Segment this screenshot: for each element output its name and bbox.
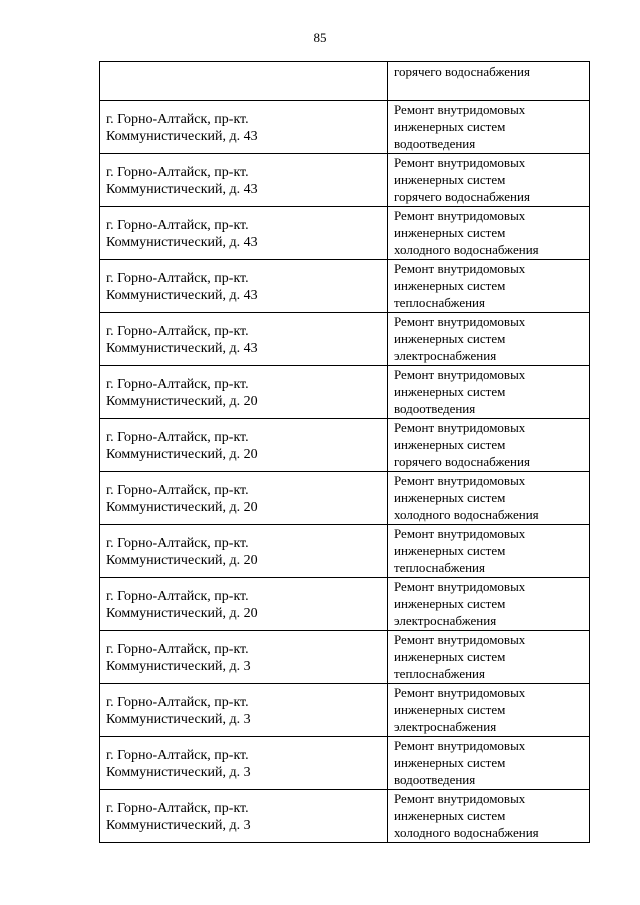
address-cell (100, 260, 388, 313)
work-text: Ремонт внутридомовых инженерных систем горячего водоснабжения (394, 155, 530, 204)
table-row (100, 737, 590, 790)
address-cell (100, 631, 388, 684)
address-text: г. Горно-Алтайск, пр-кт. Коммунистический, д. 3 (106, 801, 251, 833)
work-text: Ремонт внутридомовых инженерных систем водоотведения (394, 102, 526, 151)
address-text: г. Горно-Алтайск, пр-кт. Коммунистический, д. 43 (106, 218, 258, 250)
table-row (100, 684, 590, 737)
table-row (100, 525, 590, 578)
work-cell (388, 525, 590, 578)
address-cell (100, 313, 388, 366)
address-text: г. Горно-Алтайск, пр-кт. Коммунистический, д. 20 (106, 430, 258, 462)
work-cell (388, 790, 590, 843)
address-text (100, 62, 387, 72)
address-text: г. Горно-Алтайск, пр-кт. Коммунистический, д. 20 (106, 536, 258, 568)
address-cell (100, 790, 388, 843)
address-cell (100, 525, 388, 578)
table-row (100, 790, 590, 843)
work-cell (388, 366, 590, 419)
work-text: Ремонт внутридомовых инженерных систем электроснабжения (394, 579, 526, 628)
address-text: г. Горно-Алтайск, пр-кт. Коммунистический, д. 3 (106, 695, 251, 727)
work-cell (388, 578, 590, 631)
table-row (100, 154, 590, 207)
table-row (100, 419, 590, 472)
address-cell (100, 578, 388, 631)
address-text: г. Горно-Алтайск, пр-кт. Коммунистический, д. 43 (106, 165, 258, 197)
table-row (100, 313, 590, 366)
work-cell (388, 313, 590, 366)
address-cell (100, 366, 388, 419)
address-cell (100, 419, 388, 472)
work-text: Ремонт внутридомовых инженерных систем горячего водоснабжения (394, 420, 530, 469)
work-cell (388, 62, 590, 101)
work-cell (388, 472, 590, 525)
table-row (100, 260, 590, 313)
address-text: г. Горно-Алтайск, пр-кт. Коммунистический, д. 20 (106, 377, 258, 409)
address-text: г. Горно-Алтайск, пр-кт. Коммунистический, д. 20 (106, 483, 258, 515)
address-text: г. Горно-Алтайск, пр-кт. Коммунистический, д. 43 (106, 271, 258, 303)
table-row (100, 366, 590, 419)
table-row (100, 472, 590, 525)
work-cell (388, 737, 590, 790)
work-cell (388, 631, 590, 684)
address-cell (100, 207, 388, 260)
address-cell (100, 62, 388, 101)
table-row (100, 101, 590, 154)
work-cell (388, 260, 590, 313)
address-text: г. Горно-Алтайск, пр-кт. Коммунистический, д. 3 (106, 748, 251, 780)
work-text: Ремонт внутридомовых инженерных систем теплоснабжения (394, 261, 526, 310)
address-cell (100, 472, 388, 525)
work-text: Ремонт внутридомовых инженерных систем холодного водоснабжения (394, 791, 539, 840)
work-cell (388, 154, 590, 207)
address-cell (100, 154, 388, 207)
work-cell (388, 207, 590, 260)
work-cell (388, 684, 590, 737)
work-text: Ремонт внутридомовых инженерных систем электроснабжения (394, 685, 526, 734)
works-table (99, 61, 590, 843)
work-text: Ремонт внутридомовых инженерных систем теплоснабжения (394, 632, 526, 681)
address-cell (100, 101, 388, 154)
address-text: г. Горно-Алтайск, пр-кт. Коммунистический, д. 43 (106, 112, 258, 144)
address-text: г. Горно-Алтайск, пр-кт. Коммунистический, д. 20 (106, 589, 258, 621)
work-cell (388, 419, 590, 472)
table-body (100, 62, 590, 843)
table-row (100, 207, 590, 260)
work-text: Ремонт внутридомовых инженерных систем холодного водоснабжения (394, 208, 539, 257)
work-text: Ремонт внутридомовых инженерных систем теплоснабжения (394, 526, 526, 575)
address-text: г. Горно-Алтайск, пр-кт. Коммунистический, д. 3 (106, 642, 251, 674)
work-text: горячего водоснабжения (394, 64, 530, 79)
work-cell (388, 101, 590, 154)
table-row (100, 578, 590, 631)
address-text: г. Горно-Алтайск, пр-кт. Коммунистический, д. 43 (106, 324, 258, 356)
work-text: Ремонт внутридомовых инженерных систем холодного водоснабжения (394, 473, 539, 522)
address-cell (100, 684, 388, 737)
table-row (100, 631, 590, 684)
page-number: 85 (313, 30, 327, 45)
work-text: Ремонт внутридомовых инженерных систем электроснабжения (394, 314, 526, 363)
table-row-continuation (100, 62, 590, 101)
address-cell (100, 737, 388, 790)
work-text: Ремонт внутридомовых инженерных систем водоотведения (394, 367, 526, 416)
work-text: Ремонт внутридомовых инженерных систем водоотведения (394, 738, 526, 787)
